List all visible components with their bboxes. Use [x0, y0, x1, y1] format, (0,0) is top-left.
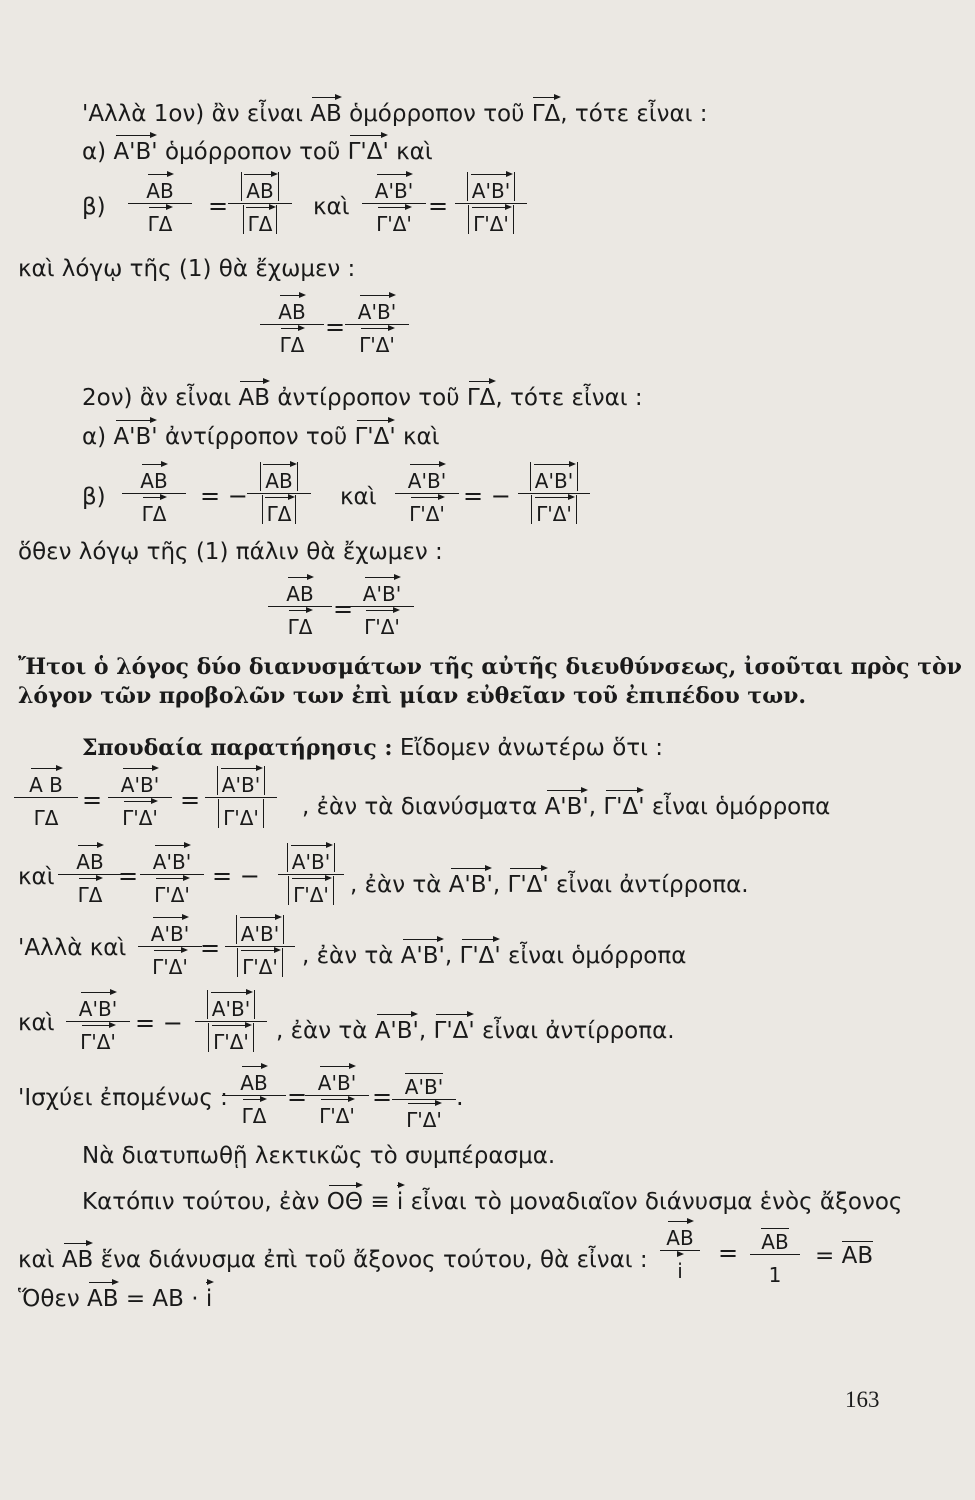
line-5: 2ον) ἂν εἶναι AB ἀντίρροπον τοῦ ΓΔ, τότε εἶναι :	[82, 379, 643, 410]
equals-minus: = −	[212, 862, 260, 890]
vector-GpDp: Γ'Δ'	[508, 866, 549, 897]
line-7-label: β)	[82, 484, 106, 510]
frac-abs-ApBp-GpDp: A'B' Γ'Δ'	[518, 462, 590, 524]
frac-ApBp-GpDp: A'B' Γ'Δ'	[108, 766, 172, 828]
vector-ApBp: A'B'	[449, 866, 493, 897]
frac-ApBp-GpDp: A'B' Γ'Δ'	[395, 462, 459, 524]
vector-ApBp: A'B'	[401, 937, 445, 968]
frac-AB-GD: AB ΓΔ	[128, 172, 192, 234]
case-1-text: , ἐὰν τὰ διανύσματα A'B', Γ'Δ' εἶναι ὁμόρροπα	[302, 788, 830, 819]
equals-minus: = −	[135, 1009, 183, 1037]
frac-AB-GD: AB ΓΔ	[222, 1064, 286, 1126]
frac-ApBp-GpDp: A'B' Γ'Δ'	[140, 843, 204, 905]
line-8: ὅθεν λόγῳ τῆς (1) πάλιν θὰ ἔχωμεν :	[18, 539, 443, 565]
frac-ApBp-GpDp-result: A'B' Γ'Δ'	[345, 293, 409, 355]
conclusion-line: Νὰ διατυπωθῇ λεκτικῶς τὸ συμπέρασμα.	[82, 1143, 556, 1169]
line-6: α) A'B' ἀντίρροπον τοῦ Γ'Δ' καὶ	[82, 418, 439, 449]
equals-sign: =	[718, 1239, 739, 1267]
frac-ApBp-GpDp: A'B' Γ'Δ'	[138, 915, 202, 977]
frac-AB-over-i: AB i	[660, 1219, 700, 1281]
vector-AB: AB	[310, 95, 342, 126]
axis-result: = AB	[815, 1243, 874, 1269]
whence-line: Ὅθεν AB = AB · i	[18, 1280, 212, 1311]
frac-ApBp-GpDp: A'B' Γ'Δ'	[66, 990, 130, 1052]
equals-sign: =	[200, 934, 221, 962]
vector-OTheta: OΘ	[327, 1183, 363, 1214]
unit-vector-line: Κατόπιν τούτου, ἐὰν OΘ ≡ i εἶναι τὸ μοναδιαῖον διάνυσμα ἑνὸς ἄξονος	[82, 1183, 902, 1214]
case-3-text: , ἐὰν τὰ A'B', Γ'Δ' εἶναι ὁμόρροπα	[302, 937, 686, 968]
frac-abs-ApBp-GpDp: A'B' Γ'Δ'	[205, 766, 277, 828]
frac-AB-GD-result: AB ΓΔ	[268, 575, 332, 637]
kai-word: καὶ	[340, 484, 377, 510]
frac-abs-ApBp-GpDp: A'B' Γ'Δ'	[225, 915, 295, 977]
frac-abs-ApBp-GpDp: A'B' Γ'Δ'	[195, 990, 267, 1052]
line-3-label: β)	[82, 194, 106, 220]
axis-line: καὶ AB ἕνα διάνυσμα ἐπὶ τοῦ ἄξονος τούτου, θὰ εἶναι :	[18, 1241, 648, 1272]
vector-i: i	[397, 1183, 403, 1214]
line-2: α) A'B' ὁμόρροπον τοῦ Γ'Δ' καὶ	[82, 133, 433, 164]
case-3-alla: 'Αλλὰ καὶ	[18, 935, 127, 961]
frac-ApBp-GpDp: A'B' Γ'Δ'	[362, 172, 426, 234]
remark-title: Σπουδαία παρατήρησις :	[82, 735, 393, 761]
vector-GpDp: Γ'Δ'	[603, 788, 644, 819]
equals-sign: =	[287, 1083, 308, 1111]
equals-sign: =	[325, 313, 346, 341]
equals-sign: =	[333, 595, 354, 623]
frac-A-B-GD: A B ΓΔ	[14, 766, 78, 828]
equals-sign: =	[428, 192, 449, 220]
frac-abs-AB-GD: AB ΓΔ	[228, 172, 292, 234]
period: .	[456, 1083, 464, 1111]
frac-ApBp-GpDp-bar: A'B' Γ'Δ'	[392, 1064, 456, 1130]
remark-line: Σπουδαία παρατήρησις : Εἴδομεν ἀνωτέρω ὅτι :	[82, 735, 663, 761]
frac-AB-GD: AB ΓΔ	[58, 843, 122, 905]
frac-AB-GD-result: AB ΓΔ	[260, 293, 324, 355]
frac-ApBp-GpDp: A'B' Γ'Δ'	[305, 1064, 369, 1126]
equals-minus: = −	[200, 482, 248, 510]
frac-AB-GD: AB ΓΔ	[122, 462, 186, 524]
holds-line: 'Ισχύει ἐπομένως :	[18, 1085, 228, 1111]
vector-GD: ΓΔ	[532, 95, 561, 126]
frac-AB-over-1: AB 1	[750, 1219, 800, 1285]
equals-sign: =	[180, 786, 201, 814]
frac-abs-AB-GD: AB ΓΔ	[247, 462, 311, 524]
page-number: 163	[845, 1387, 880, 1412]
equals-sign: =	[208, 192, 229, 220]
vector-GpDp: Γ'Δ'	[354, 418, 395, 449]
case-4-text: , ἐὰν τὰ A'B', Γ'Δ' εἶναι ἀντίρροπα.	[276, 1012, 675, 1043]
line-4: καὶ λόγῳ τῆς (1) θὰ ἔχωμεν :	[18, 256, 356, 282]
vector-GpDp: Γ'Δ'	[460, 937, 501, 968]
vector-GpDp: Γ'Δ'	[348, 133, 389, 164]
vector-GD: ΓΔ	[467, 379, 496, 410]
vector-AB: AB	[87, 1280, 119, 1311]
vector-AB: AB	[238, 379, 270, 410]
theorem-line-2: λόγον τῶν προβολῶν των ἐπὶ μίαν εὐθεῖαν τοῦ ἐπιπέδου των.	[18, 683, 807, 709]
equals-sign: =	[118, 862, 139, 890]
frac-ApBp-GpDp-result: A'B' Γ'Δ'	[350, 575, 414, 637]
case-2-kai: καὶ	[18, 864, 55, 890]
frac-abs-ApBp-GpDp: A'B' Γ'Δ'	[278, 843, 344, 905]
frac-abs-ApBp-GpDp: A'B' Γ'Δ'	[455, 172, 527, 234]
vector-ApBp: A'B'	[375, 1012, 419, 1043]
kai-word: καὶ	[313, 194, 350, 220]
equals-sign: =	[82, 786, 103, 814]
vector-AB: AB	[62, 1241, 94, 1272]
vector-i: i	[206, 1280, 212, 1311]
equals-minus: = −	[463, 482, 511, 510]
vector-ApBp: A'B'	[545, 788, 589, 819]
line-1: 'Αλλὰ 1ον) ἂν εἶναι AB ὁμόρροπον τοῦ ΓΔ, τότε εἶναι :	[82, 95, 708, 126]
case-2-text: , ἐὰν τὰ A'B', Γ'Δ' εἶναι ἀντίρροπα.	[350, 866, 749, 897]
theorem-line-1: Ἤτοι ὁ λόγος δύο διανυσμάτων τῆς αὐτῆς διευθύνσεως, ἰσοῦται πρὸς τὸν	[18, 654, 962, 680]
vector-GpDp: Γ'Δ'	[434, 1012, 475, 1043]
equals-sign: =	[372, 1083, 393, 1111]
case-4-kai: καὶ	[18, 1010, 55, 1036]
vector-ApBp: A'B'	[113, 418, 157, 449]
vector-ApBp: A'B'	[113, 133, 157, 164]
